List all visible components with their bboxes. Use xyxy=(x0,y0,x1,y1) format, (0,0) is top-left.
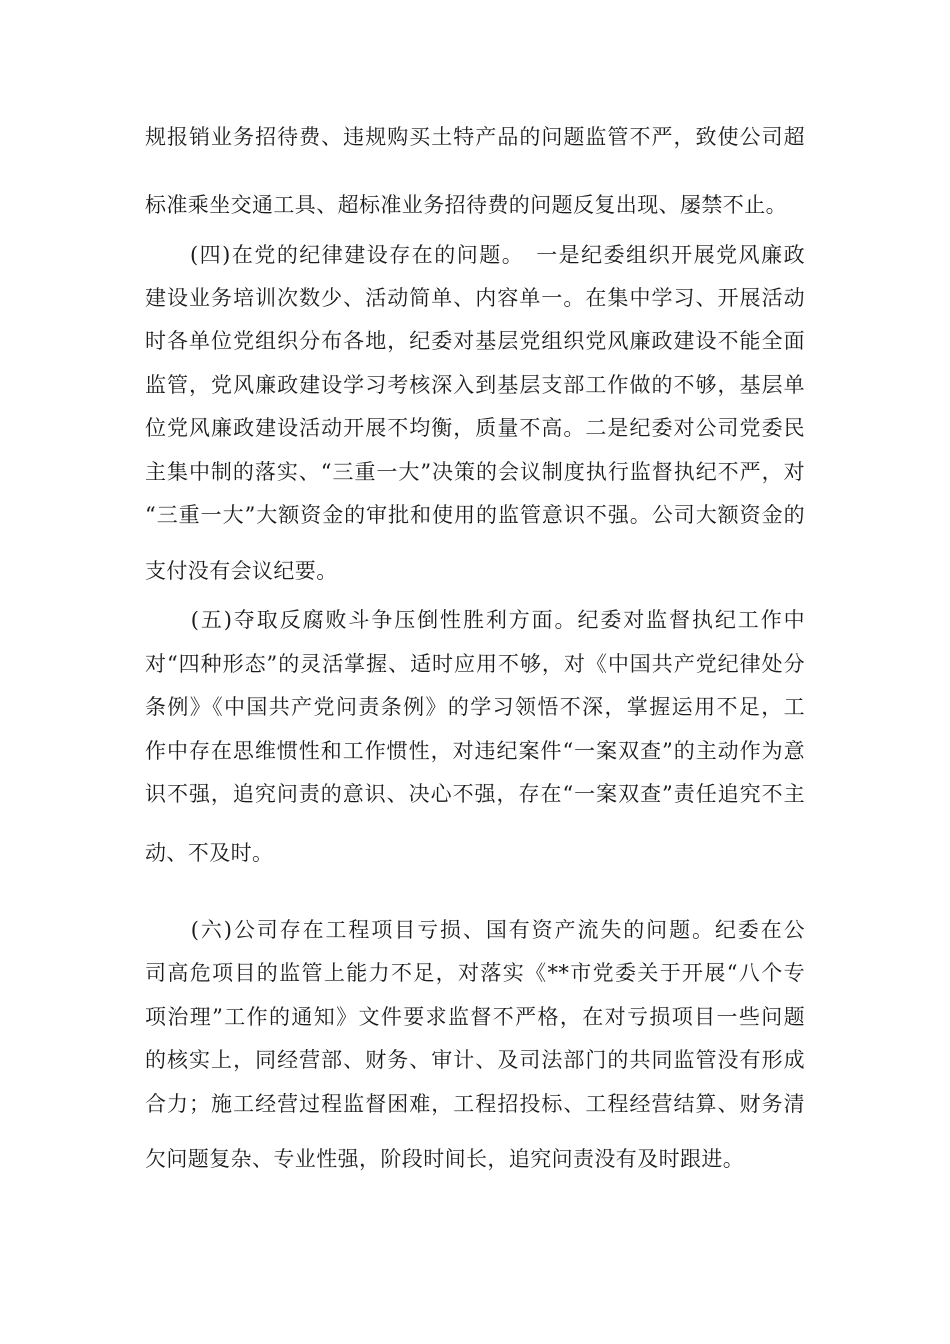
paragraph-3-line-5: 识不强，追究问责的意识、决心不强，存在“一案双查”责任追究不主 xyxy=(145,782,805,806)
paragraph-2-line-6: 主集中制的落实、“三重一大”决策的会议制度执行监督执纪不严，对 xyxy=(145,460,805,484)
paragraph-2-line-7: “三重一大”大额资金的审批和使用的监管意识不强。公司大额资金的 xyxy=(145,503,805,527)
paragraph-2-line-3: 时各单位党组织分布各地，纪委对基层党组织党风廉政建设不能全面 xyxy=(145,329,805,353)
paragraph-2-line-4: 监管，党风廉政建设学习考核深入到基层支部工作做的不够，基层单 xyxy=(145,373,805,397)
paragraph-4-line-2: 司高危项目的监管上能力不足，对落实《**市党委关于开展“八个专 xyxy=(145,961,805,985)
paragraph-2-line-1: (四)在党的纪律建设存在的问题。 一是纪委组织开展党风廉政 xyxy=(145,243,805,267)
paragraph-3-line-4: 作中存在思维惯性和工作惯性，对违纪案件“一案双查”的主动作为意 xyxy=(145,739,805,763)
paragraph-3-line-1: (五)夺取反腐败斗争压倒性胜利方面。纪委对监督执纪工作中 xyxy=(145,608,805,632)
paragraph-1-line-2: 标准乘坐交通工具、超标准业务招待费的问题反复出现、屡禁不止。 xyxy=(145,193,787,217)
paragraph-3-line-6: 动、不及时。 xyxy=(145,841,274,865)
paragraph-4-line-4: 的核实上，同经营部、财务、审计、及司法部门的共同监管没有形成 xyxy=(145,1048,805,1072)
paragraph-3-line-2: 对“四种形态”的灵活掌握、适时应用不够，对《中国共产党纪律处分 xyxy=(145,652,805,676)
paragraph-4-line-1: (六)公司存在工程项目亏损、国有资产流失的问题。纪委在公 xyxy=(145,918,805,942)
paragraph-2-line-8: 支付没有会议纪要。 xyxy=(145,559,338,583)
paragraph-1-line-1: 规报销业务招待费、违规购买土特产品的问题监管不严，致使公司超 xyxy=(145,125,805,149)
paragraph-2-line-2: 建设业务培训次数少、活动简单、内容单一。在集中学习、开展活动 xyxy=(145,286,805,310)
paragraph-2-line-5: 位党风廉政建设活动开展不均衡，质量不高。二是纪委对公司党委民 xyxy=(145,416,805,440)
paragraph-3-line-3: 条例》《中国共产党问责条例》的学习领悟不深，掌握运用不足，工 xyxy=(145,695,805,719)
paragraph-4-line-3: 项治理”工作的通知》文件要求监督不严格，在对亏损项目一些问题 xyxy=(145,1005,805,1029)
paragraph-4-line-5: 合力；施工经营过程监督困难，工程招投标、工程经营结算、财务清 xyxy=(145,1092,805,1116)
paragraph-4-line-6: 欠问题复杂、专业性强，阶段时间长，追究问责没有及时跟进。 xyxy=(145,1147,745,1171)
